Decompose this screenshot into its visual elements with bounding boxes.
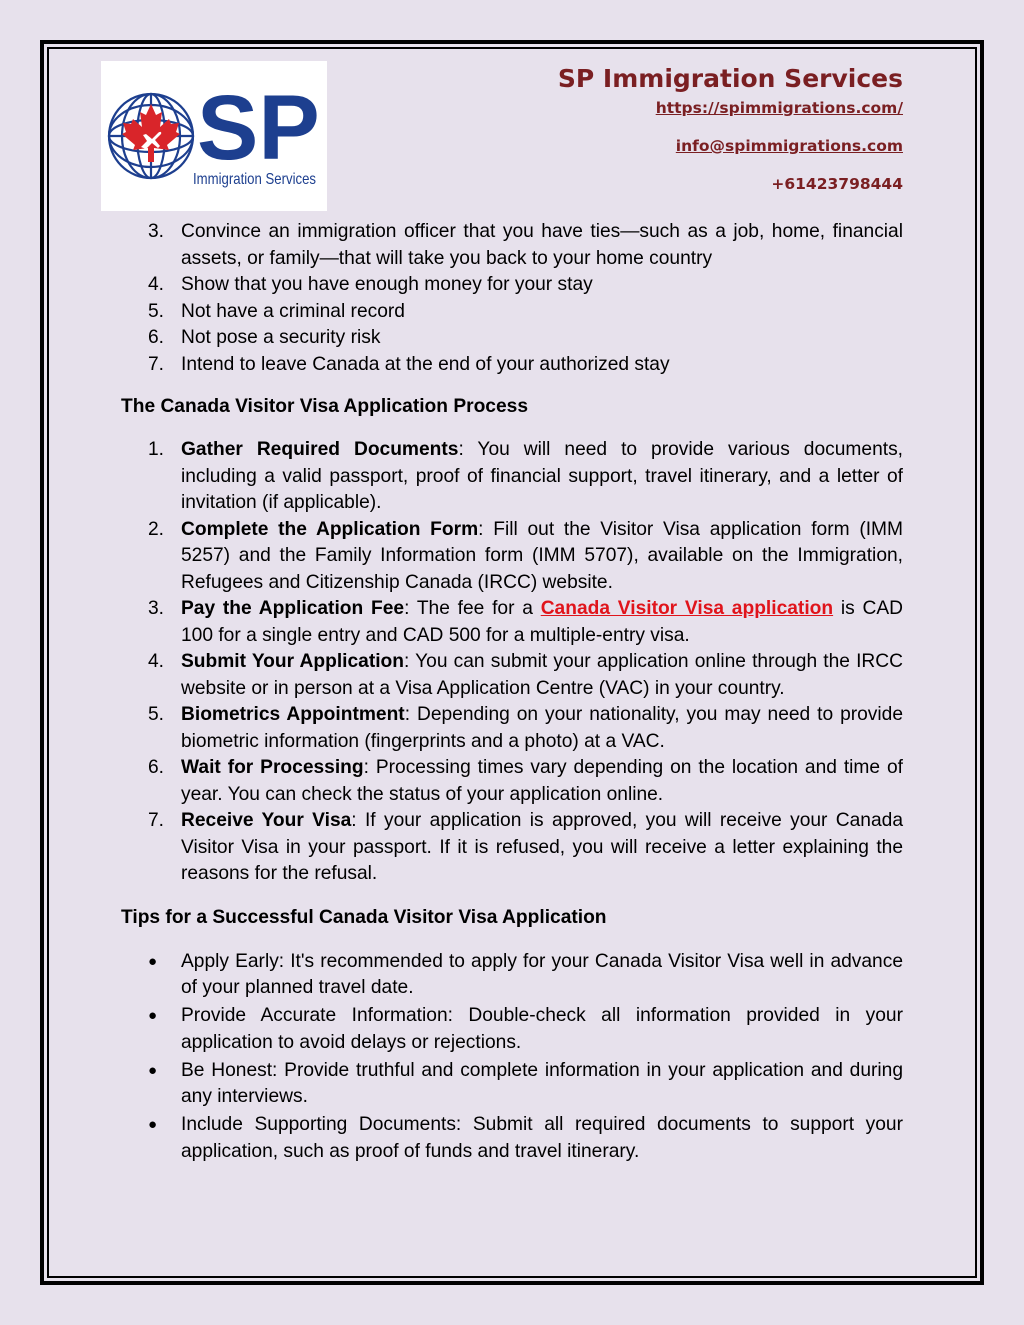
list-item: 3. Convince an immigration officer that you have ties—such as a job, home, financial assets, or family—that will take you back to your home country	[148, 221, 903, 269]
tip-item: ● Provide Accurate Information: Double-check all information provided in your application to avoid delays or rejections.	[148, 1005, 903, 1053]
tips-heading: Tips for a Successful Canada Visitor Visa Application	[121, 906, 607, 928]
bullet-icon: ●	[148, 952, 158, 970]
bullet-icon: ●	[148, 1061, 158, 1079]
list-item: 5. Not have a criminal record	[148, 300, 405, 322]
process-step: 3. Pay the Application Fee: The fee for a Canada Visitor Visa application is CAD 100 for a single entry and CAD 500 for a multiple-entry visa.	[148, 598, 904, 646]
process-step: 2. Complete the Application Form: Fill out the Visitor Visa application form (IMM 5257) and the Family Information form (IMM 5707), available on the Immigration, Refugees and Citizenship Canada (IRCC) website.	[148, 518, 904, 593]
maple-leaf-icon	[122, 104, 180, 162]
visa-application-link[interactable]: Canada Visitor Visa application	[540, 598, 834, 619]
document-body	[121, 219, 903, 1167]
logo-subtitle: Immigration Services	[193, 171, 316, 188]
process-step: 6. Wait for Processing: Processing times vary depending on the location and time of year. You can check the status of your application online.	[148, 757, 903, 805]
tip-item: ● Include Supporting Documents: Submit all required documents to support your application, such as proof of funds and travel itinerary.	[148, 1114, 903, 1162]
requirements-list	[121, 219, 903, 378]
phone-number[interactable]: +61423798444	[771, 175, 903, 193]
process-step: 7. Receive Your Visa: If your application is approved, you will receive your Canada Visitor Visa in your passport. If it is refused, you will receive a letter explaining the reasons for the refusal.	[148, 810, 903, 884]
tips-list	[121, 949, 903, 1166]
process-step: 5. Biometrics Appointment: Depending on your nationality, you may need to provide biometric information (fingerprints and a photo) at a VAC.	[148, 704, 904, 752]
bullet-icon: ●	[148, 1116, 158, 1133]
company-logo	[101, 61, 327, 211]
list-item: 6. Not pose a security risk	[148, 327, 381, 348]
logo-letters: SP	[197, 77, 320, 179]
process-step: 4. Submit Your Application: You can submit your application online through the IRCC website or in person at a Visa Application Centre (VAC) in your country.	[148, 651, 904, 699]
email-link[interactable]: info@spimmigrations.com	[675, 137, 903, 155]
bullet-icon: ●	[148, 1007, 158, 1024]
header-contact	[558, 62, 903, 193]
process-steps-list	[121, 437, 903, 888]
tip-item: ● Apply Early: It's recommended to apply for your Canada Visitor Visa well in advance of your planned travel date.	[148, 950, 903, 998]
list-item: 4. Show that you have enough money for your stay	[148, 274, 593, 295]
tip-item: ● Be Honest: Provide truthful and complete information in your application and during any interviews.	[148, 1059, 903, 1107]
list-item: 7. Intend to leave Canada at the end of your authorized stay	[148, 353, 670, 375]
logo-graphic	[101, 61, 327, 211]
process-step: 1. Gather Required Documents: You will need to provide various documents, including a valid passport, proof of financial support, travel itinerary, and a letter of invitation (if applicable).	[148, 439, 903, 513]
website-link[interactable]: https://spimmigrations.com/	[655, 99, 903, 117]
process-heading: The Canada Visitor Visa Application Process	[121, 396, 528, 417]
company-name: SP Immigration Services	[557, 64, 903, 93]
